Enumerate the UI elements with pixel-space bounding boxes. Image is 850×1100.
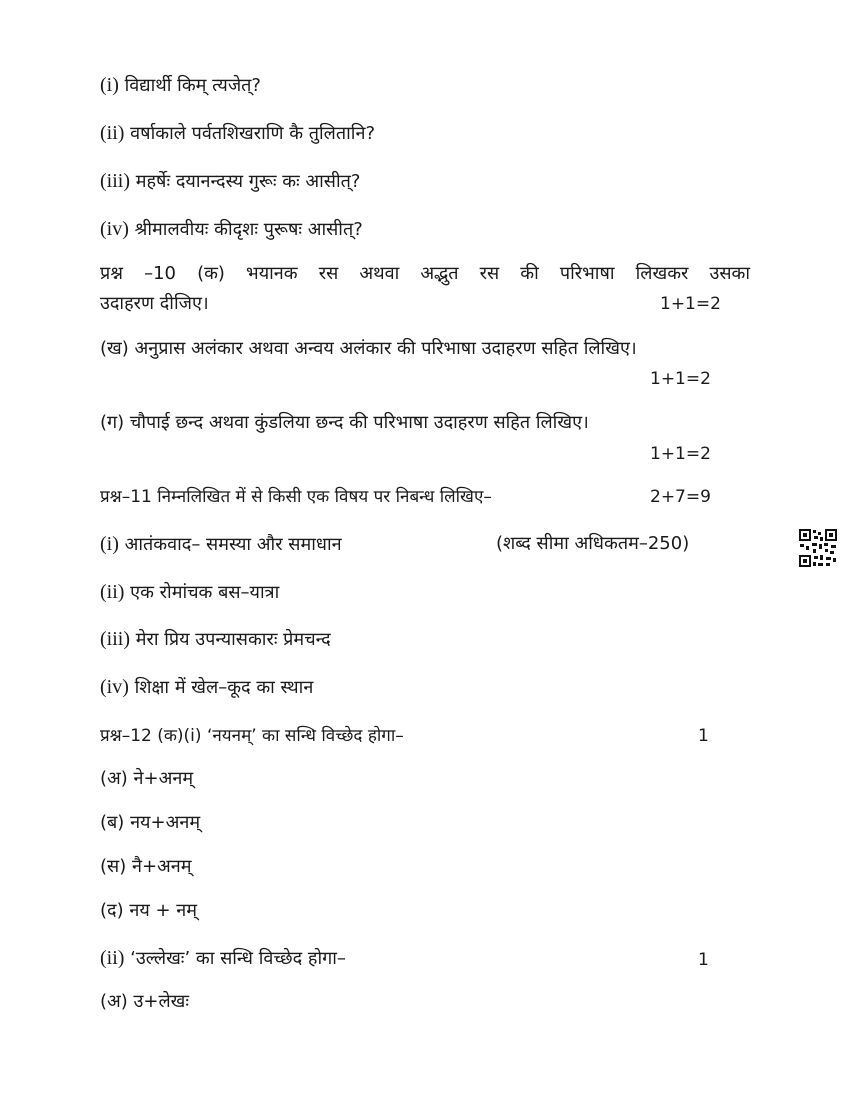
q12-option-b: (ब) नय+अनम् bbox=[100, 812, 201, 833]
q9-subpart-iii: (iii) महर्षेः दयानन्दस्य गुरूः कः आसीत्? bbox=[100, 170, 361, 192]
q12-sub2-marks: 1 bbox=[698, 950, 709, 970]
q11-topic-iii: (iii) मेरा प्रिय उपन्यासकारः प्रेमचन्द bbox=[100, 628, 331, 650]
q11-heading: प्रश्न–11 निम्नलिखित में से किसी एक विषय पर निबन्ध लिखिए– bbox=[100, 487, 492, 507]
q10-c-marks: 1+1=2 bbox=[650, 444, 711, 464]
q11-word-limit: (शब्द सीमा अधिकतम–250) bbox=[496, 533, 690, 554]
q10-c-text: (ग) चौपाई छन्द अथवा कुंडलिया छन्द की परिभाषा उदाहरण सहित लिखिए। bbox=[100, 412, 589, 433]
q9-subpart-i: (i) विद्यार्थी किम् त्यजेत्? bbox=[100, 74, 261, 96]
q10-a-line2: उदाहरण दीजिए। bbox=[100, 293, 209, 314]
qr-code-icon bbox=[798, 528, 838, 568]
q12-heading: प्रश्न–12 (क)(i) ‘नयनम्’ का सन्धि विच्छेद होगा– bbox=[100, 726, 404, 746]
q9-subpart-ii: (ii) वर्षाकाले पर्वतशिखराणि कै तुलितानि? bbox=[100, 122, 375, 144]
q10-b-text: (ख) अनुप्रास अलंकार अथवा अन्वय अलंकार की परिभाषा उदाहरण सहित लिखिए। bbox=[100, 338, 637, 359]
q10-a-marks: 1+1=2 bbox=[660, 294, 721, 314]
q12-option-c: (स) नै+अनम् bbox=[100, 856, 192, 877]
q11-marks: 2+7=9 bbox=[650, 487, 711, 507]
q12-sub2-option-a: (अ) उ+लेखः bbox=[100, 991, 190, 1012]
q11-topic-ii: (ii) एक रोमांचक बस–यात्रा bbox=[100, 581, 280, 603]
q12-option-a: (अ) ने+अनम् bbox=[100, 768, 194, 789]
q12-marks: 1 bbox=[698, 726, 709, 746]
q9-subpart-iv: (iv) श्रीमालवीयः कीदृशः पुरूषः आसीत्? bbox=[100, 218, 363, 240]
q10-b-marks: 1+1=2 bbox=[650, 369, 711, 389]
q12-option-d: (द) नय + नम् bbox=[100, 900, 198, 921]
q10-a-line1: प्रश्न –10 (क) भयानक रस अथवा अद्भुत रस की परिभाषा लिखकर उसका bbox=[100, 263, 750, 284]
q12-sub2: (ii) ‘उल्लेखः’ का सन्धि विच्छेद होगा– bbox=[100, 947, 346, 969]
q11-topic-iv: (iv) शिक्षा में खेल–कूद का स्थान bbox=[100, 676, 314, 698]
q11-topic-i: (i) आतंकवाद– समस्या और समाधान bbox=[100, 533, 342, 555]
